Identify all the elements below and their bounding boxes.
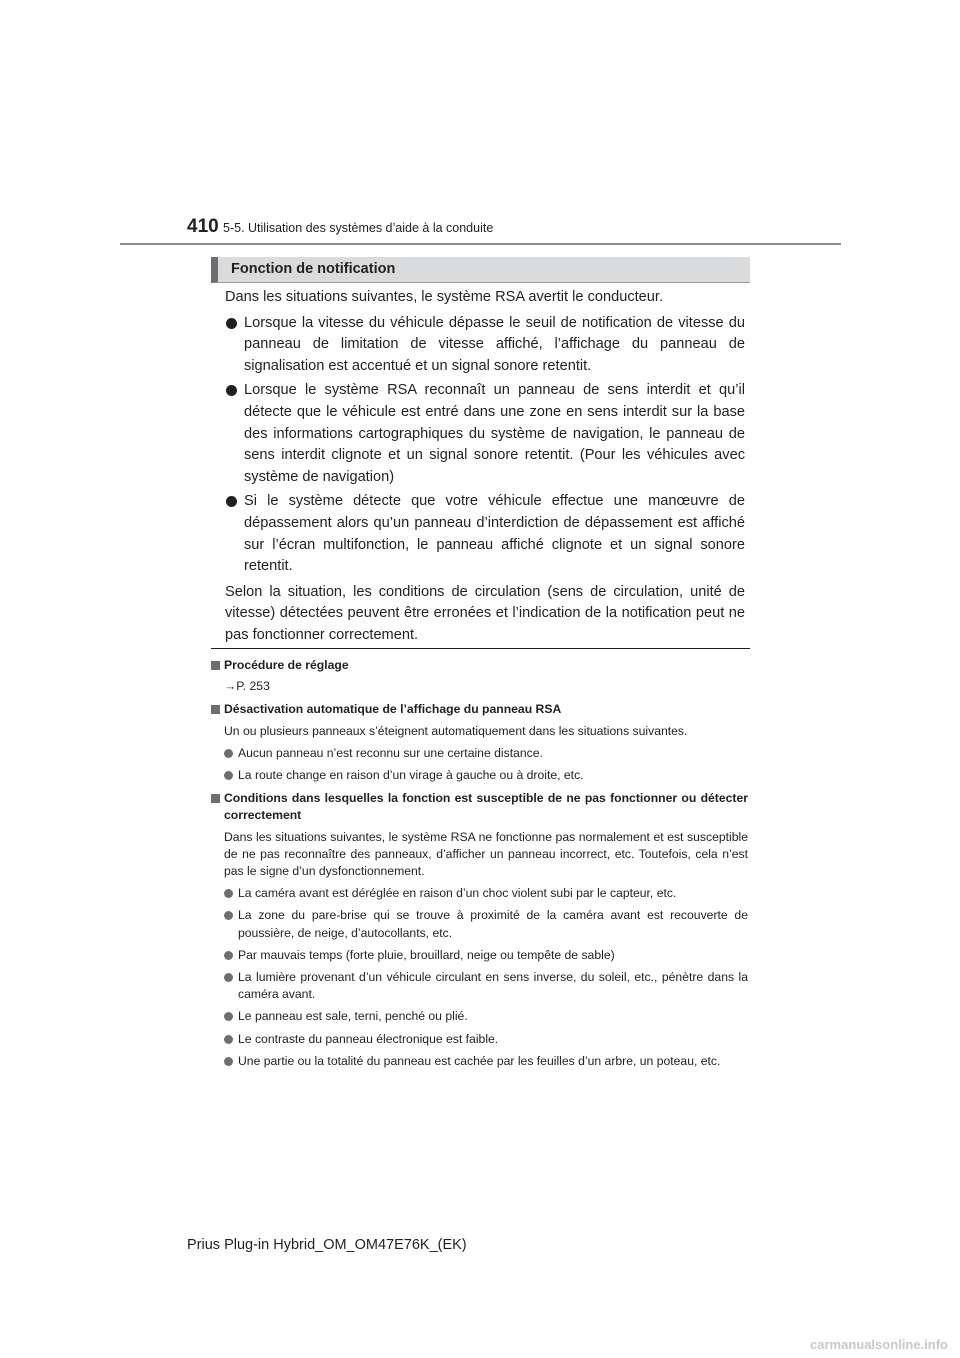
note-list-text: La lumière provenant d’un véhicule circulant en sens inverse, du soleil, etc., pénètre dans la caméra avant. — [238, 970, 748, 1002]
bullet-icon — [224, 1057, 233, 1066]
bullet-icon — [224, 1012, 233, 1021]
list-item-text: Lorsque la vitesse du véhicule dépasse le seuil de notification de vitesse du panneau de limitation de vitesse affiché, l’affichage du panneau de signalisation est accentué et un signal sonore retentit. — [244, 314, 745, 374]
notes-section — [211, 657, 748, 1076]
bullet-icon — [224, 951, 233, 960]
bullet-icon — [224, 911, 233, 920]
page-number: 410 — [187, 216, 219, 237]
note-list-text: La caméra avant est déréglée en raison d’un choc violent subi par le capteur, etc. — [238, 886, 677, 901]
intro-paragraph: Dans les situations suivantes, le système RSA avertit le conducteur. — [225, 289, 664, 305]
main-content — [225, 287, 745, 647]
bullet-icon — [224, 973, 233, 982]
note-list-item — [211, 767, 748, 784]
bullet-icon — [224, 749, 233, 758]
note-title: Conditions dans lesquelles la fonction est susceptible de ne pas fonctionner ou détecter correctement — [224, 791, 748, 823]
note-list-text: Par mauvais temps (forte pluie, brouillard, neige ou tempête de sable) — [238, 947, 615, 962]
note-text: Un ou plusieurs panneaux s’éteignent automatiquement dans les situations suivantes. — [224, 723, 688, 738]
note-list-item — [211, 947, 748, 964]
note-heading — [211, 657, 748, 674]
note-list-text: La route change en raison d’un virage à gauche ou à droite, etc. — [238, 768, 584, 783]
watermark: carmanualsonline.info — [810, 1337, 948, 1352]
section-divider — [211, 648, 750, 649]
note-list-text: Le contraste du panneau électronique est faible. — [238, 1031, 499, 1046]
list-item-text: Lorsque le système RSA reconnaît un panneau de sens interdit et qu’il détecte que le véhicule est entré dans une zone en sens interdit sur la base des informations cartographiques du système de navigation, le panneau de sens interdit clignote et un signal sonore retentit. (Pour les véhicules avec système de navigation) — [244, 382, 745, 485]
page-reference: →P. 253 — [224, 679, 270, 694]
bullet-icon — [226, 385, 237, 396]
square-bullet-icon — [211, 705, 220, 714]
note-block — [211, 790, 748, 1070]
note-block — [211, 657, 748, 695]
note-list-item — [211, 1031, 748, 1048]
list-item — [225, 491, 745, 577]
note-list-item — [211, 969, 748, 1003]
bullet-icon — [224, 771, 233, 780]
section-header — [211, 257, 750, 283]
note-list-text: Aucun panneau n’est reconnu sur une certaine distance. — [238, 745, 543, 760]
bullet-icon — [224, 889, 233, 898]
chapter-title: 5-5. Utilisation des systèmes d’aide à la conduite — [223, 221, 494, 235]
note-list-text: Le panneau est sale, terni, penché ou plié. — [238, 1009, 468, 1024]
list-item — [225, 313, 745, 378]
bullet-icon — [226, 496, 237, 507]
note-list-item — [211, 885, 748, 902]
list-item — [225, 380, 745, 488]
square-bullet-icon — [211, 794, 220, 803]
note-title: Désactivation automatique de l’affichage du panneau RSA — [224, 702, 562, 717]
section-title: Fonction de notification — [231, 261, 396, 277]
note-heading — [211, 701, 748, 718]
note-list-item — [211, 1053, 748, 1070]
bullet-icon — [226, 318, 237, 329]
note-list-item — [211, 1008, 748, 1025]
footer-model: Prius Plug-in Hybrid_OM_OM47E76K_(EK) — [187, 1237, 467, 1253]
closing-paragraph: Selon la situation, les conditions de circulation (sens de circulation, unité de vitesse) détectées peuvent être erronées et l’indication de la notification peut ne pas fonctionner correctement. — [225, 583, 745, 643]
bullet-icon — [224, 1035, 233, 1044]
note-text: Dans les situations suivantes, le système RSA ne fonctionne pas normalement et est susceptible de ne pas reconnaître des panneaux, d’afficher un panneau incorrect, etc. Toutefois, cela n’est pas le signe d’un dysfonctionnement. — [224, 829, 748, 879]
note-list-text: Une partie ou la totalité du panneau est cachée par les feuilles d’un arbre, un poteau, etc. — [238, 1053, 721, 1068]
note-block — [211, 701, 748, 784]
note-list-text: La zone du pare-brise qui se trouve à proximité de la caméra avant est recouverte de poussière, de neige, d’autocollants, etc. — [238, 908, 748, 940]
note-title: Procédure de réglage — [224, 658, 349, 672]
note-list-item — [211, 745, 748, 762]
header-rule — [120, 243, 841, 245]
note-heading — [211, 790, 748, 824]
note-list-item — [211, 907, 748, 941]
list-item-text: Si le système détecte que votre véhicule effectue une manœuvre de dépassement alors qu’un panneau d’interdiction de dépassement est affiché sur l’écran multifonction, le panneau affiché clignote et un signal sonore retentit. — [244, 493, 745, 575]
square-bullet-icon — [211, 661, 220, 670]
